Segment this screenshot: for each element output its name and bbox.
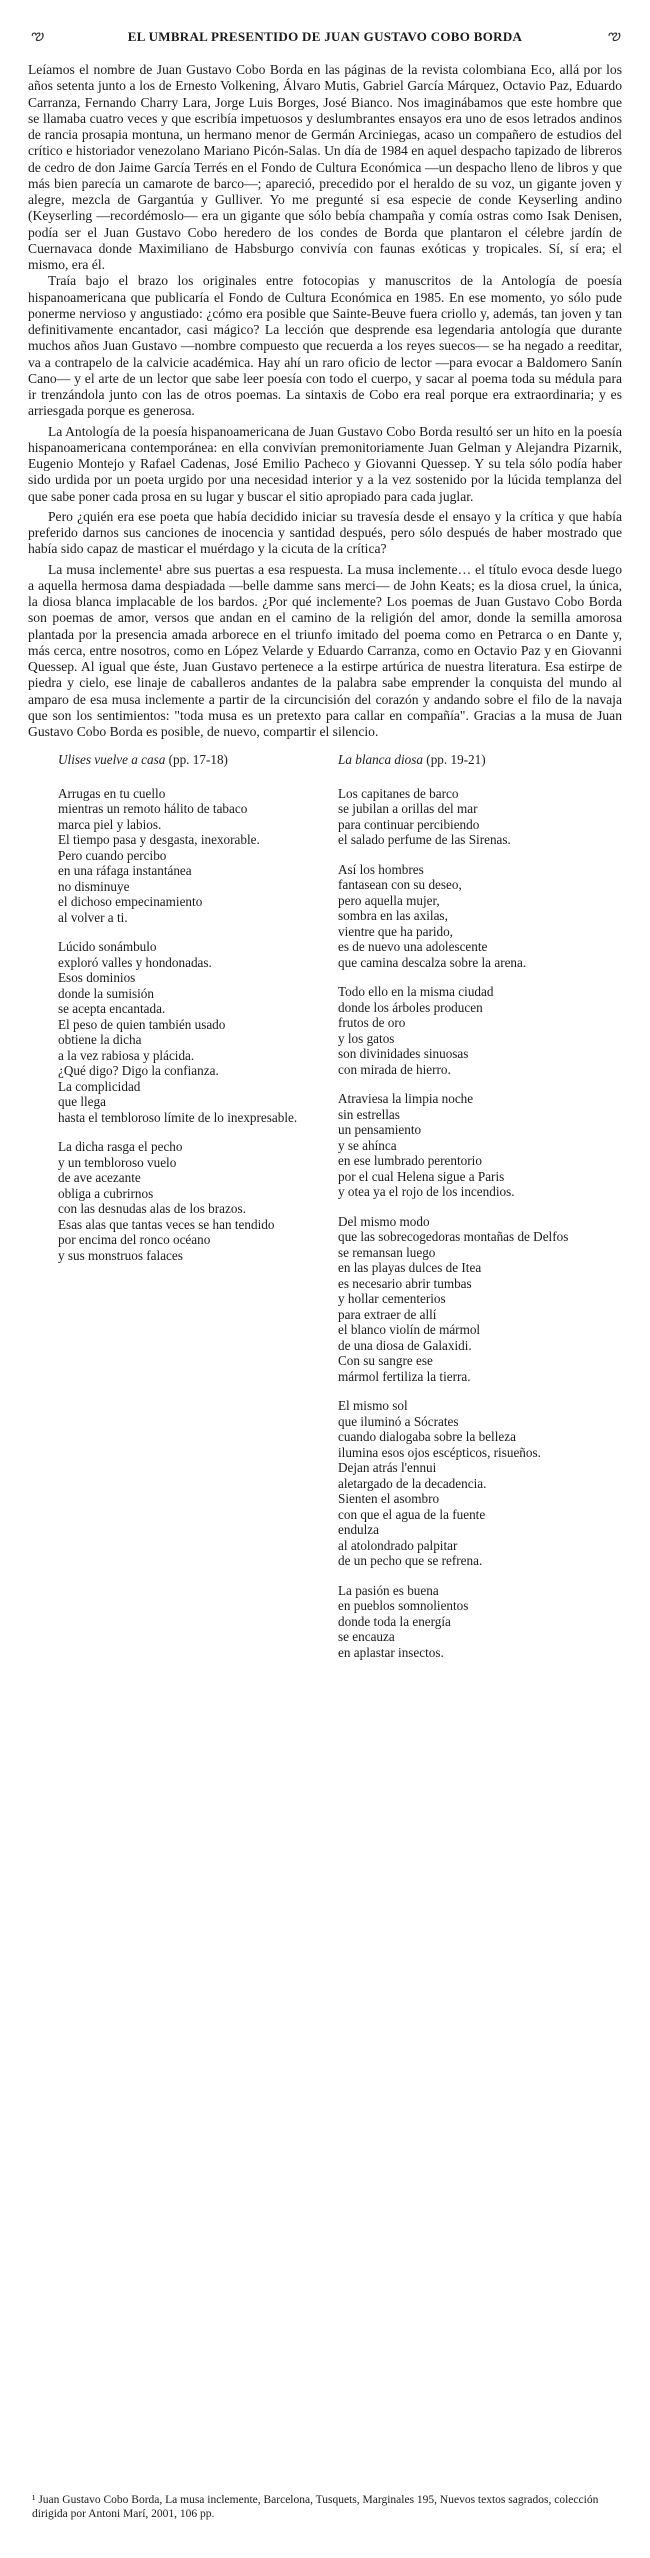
poem-right-line: sombra en las axilas, xyxy=(338,908,448,923)
poem-left-line: se acepta encantada. xyxy=(58,1001,166,1016)
poem-left-line: mientras un remoto hálito de tabaco xyxy=(58,801,248,816)
poem-left-line: no disminuye xyxy=(58,878,130,894)
poem-left-line: Arrugas en tu cuello xyxy=(58,785,166,801)
poem-right-stanza xyxy=(338,1214,638,1385)
poem-right-line: con que el agua de la fuente xyxy=(338,1506,486,1522)
poem-left-line: con las desnudas alas de los brazos. xyxy=(58,1201,246,1216)
footnote-mark: ¹ xyxy=(32,2494,36,2506)
poem-left-title: Ulises vuelve a casa xyxy=(58,752,166,767)
poem-right-stanza xyxy=(338,1398,638,1569)
poem-right-line: mármol fertiliza la tierra. xyxy=(338,1368,471,1384)
poem-right-line: Los capitanes de barco xyxy=(338,785,459,801)
poem-left-line: y un tembloroso vuelo xyxy=(58,1154,177,1170)
paragraph-3: La Antología de la poesía hispanoamericana de Juan Gustavo Cobo Borda resultó ser un hito en la poesía hispanoamericana contemporánea: en ella convivían premonitoriamente Juan Gelman y Alejandra Pizarnik, Eugenio Montejo y Rafael Cadenas, José Emilio Pacheco y Giovanni Quessep. Y su tela sólo podía haber sido urdida por un poeta urgido por una necesidad interior y a la vez sostenido por la lúcida templanza del que sabe poner cada prosa en su lugar y buscar el sitio apropiado para cada juglar. xyxy=(28,423,622,504)
poem-left-line: La complicidad xyxy=(58,1078,141,1094)
poem-right-line: un pensamiento xyxy=(338,1122,422,1137)
poem-right-line: La pasión es buena xyxy=(338,1582,439,1598)
poem-left-line: La dicha rasga el pecho xyxy=(58,1139,183,1154)
poem-right-line: El mismo sol xyxy=(338,1398,408,1413)
poem-left-line: el dichoso empecinamiento xyxy=(58,894,203,909)
poem-left-line: marca piel y labios. xyxy=(58,816,162,832)
poem-right-line: que las sobrecogedoras montañas de Delfos xyxy=(338,1229,569,1244)
poem-right-line: con mirada de hierro. xyxy=(338,1061,451,1077)
poem-left xyxy=(58,752,333,1277)
poem-left-line: El peso de quien también usado xyxy=(58,1016,226,1032)
running-header xyxy=(30,22,620,52)
poem-right-line: el salado perfume de las Sirenas. xyxy=(338,832,511,847)
essay-body xyxy=(28,62,622,740)
poem-right-line: Sienten el asombro xyxy=(338,1491,440,1506)
paragraph-2: Traía bajo el brazo los originales entre fotocopias y manuscritos de la Antología de poesía hispanoamericana que publicaría el Fondo de Cultura Económica en 1985. En ese momento, yo sólo pude ponerme nervioso y angustiado: ¿cómo era posible que Sainte-Beuve fuera criollo y, además, tan joven y tan definitivamente encantador, casi mágico? La lección que desprende esa legendaria antología que durante muchos años Juan Gustavo —nombre compuesto que recuerda a los reyes suecos— se ha negado a reeditar, va a contrapelo de la calvicie académica. Hay ahí un raro oficio de lector —para evocar a Baldomero Sanín Cano— y el arte de un lector que sabe leer poesía con todo el cuerpo, y sacar al poema toda su médula para ir trenzándola junto con las de otros poemas. La sintaxis de Cobo era real porque era extraordinaria; y es arriesgada porque es generosa. xyxy=(28,273,622,419)
poem-left-pages: (pp. 17-18) xyxy=(168,752,228,767)
poem-right-line: y se ahínca xyxy=(338,1137,397,1153)
poem-right-line: al atolondrado palpitar xyxy=(338,1537,458,1553)
poem-left-line: por encima del ronco océano xyxy=(58,1232,211,1247)
poem-right-line: para extraer de allí xyxy=(338,1306,437,1322)
poem-right-line: se encauza xyxy=(338,1629,395,1644)
poem-right-line: en ese lumbrado perentorio xyxy=(338,1153,482,1168)
poem-right-line: cuando dialogaba sobre la belleza xyxy=(338,1429,516,1444)
poem-right-line: y otea ya el rojo de los incendios. xyxy=(338,1184,515,1199)
poem-left-line: y sus monstruos falaces xyxy=(58,1247,183,1263)
page-title: EL UMBRAL PRESENTIDO DE JUAN GUSTAVO COBO BORDA xyxy=(127,29,523,44)
poem-right-line: vientre que ha parido, xyxy=(338,923,453,939)
poem-right-title: La blanca diosa xyxy=(338,752,423,767)
poem-right-stanza xyxy=(338,984,638,1077)
poem-right-line: frutos de oro xyxy=(338,1015,406,1030)
poem-left-line: obtiene la dicha xyxy=(58,1032,142,1047)
poem-left-stanza xyxy=(58,1139,333,1263)
poem-left-line: ¿Qué digo? Digo la confianza. xyxy=(58,1063,219,1078)
poem-right-line: de una diosa de Galaxidi. xyxy=(338,1337,472,1353)
poem-right-line: de un pecho que se refrena. xyxy=(338,1553,483,1568)
poem-left-stanza xyxy=(58,939,333,1125)
poem-right-stanza xyxy=(338,786,638,848)
poem-right-heading xyxy=(338,752,638,768)
poem-right-line: y hollar cementerios xyxy=(338,1291,446,1306)
poem-left-line: Esos dominios xyxy=(58,970,136,985)
poem-right-line: fantasean con su deseo, xyxy=(338,877,462,892)
poem-right-line: es necesario abrir tumbas xyxy=(338,1275,472,1291)
poem-right-line: se jubilan a orillas del mar xyxy=(338,801,478,816)
poem-right-pages: (pp. 19-21) xyxy=(426,752,486,767)
poem-right-stanza xyxy=(338,1583,638,1661)
poem-right-line: Con su sangre ese xyxy=(338,1353,433,1368)
poem-right-line: el blanco violín de mármol xyxy=(338,1322,481,1337)
poem-right-line: en pueblos somnolientos xyxy=(338,1598,469,1613)
poem-right-line: se remansan luego xyxy=(338,1244,436,1260)
poem-left-line: exploró valles y hondonadas. xyxy=(58,954,212,970)
poem-left-line: de ave acezante xyxy=(58,1170,141,1185)
poem-left-stanza xyxy=(58,786,333,926)
poem-right-line: que camina descalza sobre la arena. xyxy=(338,954,527,970)
poem-left-line: Esas alas que tantas veces se han tendido xyxy=(58,1216,275,1232)
poem-right-line: Así los hombres xyxy=(338,861,424,877)
poem-left-heading xyxy=(58,752,333,768)
poem-left-line: obliga a cubrirnos xyxy=(58,1185,154,1201)
poem-right-line: endulza xyxy=(338,1522,380,1537)
poem-right-line: es de nuevo una adolescente xyxy=(338,939,488,954)
poem-right-line: por el cual Helena sigue a Paris xyxy=(338,1168,505,1184)
poem-right-line: Atraviesa la limpia noche xyxy=(338,1091,474,1106)
poem-left-line: en una ráfaga instantánea xyxy=(58,863,192,878)
poem-left-line: al volver a ti. xyxy=(58,909,128,925)
poem-left-line: Pero cuando percibo xyxy=(58,847,167,863)
poem-right-line: donde toda la energía xyxy=(338,1613,451,1629)
poem-right-line: Todo ello en la misma ciudad xyxy=(338,984,494,999)
poem-right-line: en las playas dulces de Itea xyxy=(338,1260,482,1275)
poem-right-line: aletargado de la decadencia. xyxy=(338,1475,487,1491)
poem-left-line: donde la sumisión xyxy=(58,985,154,1001)
poem-right-line: ilumina esos ojos escépticos, risueños. xyxy=(338,1444,541,1460)
poem-right-line: Del mismo modo xyxy=(338,1213,430,1229)
poem-right-stanza xyxy=(338,862,638,971)
poem-left-line: Lúcido sonámbulo xyxy=(58,939,157,954)
poem-right-line: y los gatos xyxy=(338,1030,395,1046)
footnote xyxy=(32,2493,622,2521)
poem-right-line: pero aquella mujer, xyxy=(338,892,440,908)
ornament-right-icon: ఌ xyxy=(606,26,620,44)
paragraph-4: Pero ¿quién era ese poeta que había decidido iniciar su travesía desde el ensayo y la crítica y que había preferido darnos sus canciones de inocencia y santidad después, pero sólo después de haber mostrado que había sido capaz de masticar el muérdago y la cicuta de la crítica? xyxy=(28,508,622,557)
poem-left-line: hasta el tembloroso límite de lo inexpresable. xyxy=(58,1109,298,1125)
paragraph-1: Leíamos el nombre de Juan Gustavo Cobo Borda en las páginas de la revista colombiana Eco, allá por los años setenta junto a los de Ernesto Volkening, Álvaro Mutis, Gabriel García Márquez, Octavio Paz, Eduardo Carranza, Fernando Charry Lara, Jorge Luis Borges, José Bianco. Nos imaginábamos que este hombre que se llamaba cuatro veces y que escribía impetuosos y deslumbrantes ensayos era uno de esos letrados andinos de rancia prosapia montuna, un hermano menor de Germán Arciniegas, acaso un compañero de estudios del crítico e historiador venezolano Mariano Picón-Salas. Un día de 1984 en aquel despacho tapizado de libreros de cedro de don Jaime García Terrés en el Fondo de Cultura Económica —un despacho lleno de libros y que más bien parecía un camarote de barco—; apareció, precedido por el heraldo de su voz, un gigante joven y alegre, mezcla de Gargantúa y Gulliver. Yo me pregunté si esa especie de conde Keyserling andino (Keyserling —recordémoslo— era un gigante que sólo bebía champaña y comía ostras como Isak Denisen, podía ser el Juan Gustavo Cobo heredero de los condes de Borda que plantaron el célebre jardín de Cuernavaca donde Maximiliano de Habsburgo convivía con faunas exóticas y tropicales. Sí, sí era; el mismo, era él. xyxy=(28,62,622,272)
poem-left-line: a la vez rabiosa y plácida. xyxy=(58,1047,195,1063)
poem-right-line: donde los árboles producen xyxy=(338,999,483,1015)
poem-right-line: para continuar percibiendo xyxy=(338,816,480,832)
poem-right-line: en aplastar insectos. xyxy=(338,1644,444,1660)
poem-right-line: que iluminó a Sócrates xyxy=(338,1413,459,1429)
poem-right-line: Dejan atrás l'ennui xyxy=(338,1460,437,1475)
poem-right-stanza xyxy=(338,1091,638,1200)
poem-right-line: son divinidades sinuosas xyxy=(338,1046,469,1061)
poem-left-line: El tiempo pasa y desgasta, inexorable. xyxy=(58,832,260,847)
paragraph-5: La musa inclemente¹ abre sus puertas a esa respuesta. La musa inclemente… el título evoca desde luego a aquella hermosa dama despiadada —belle damme sans merci— de John Keats; es la diosa cruel, la única, la diosa blanca implacable de los bardos. ¿Por qué inclemente? Los poemas de Juan Gustavo Cobo Borda son poemas de amor, versos que andan en el camino de la religión del amor, donde la semilla amorosa plantada por la presencia amada arborece en el triunfo imitado del poema como en Petrarca o en Dante y, más cerca, entre nosotros, como en López Velarde y Eduardo Carranza, como en Octavio Paz y en Giovanni Quessep. Al igual que éste, Juan Gustavo pertenece a la estirpe artúrica de nuestra literatura. Esa estirpe de piedra y cielo, ese linaje de caballeros andantes de la palabra sabe emprender la conquista del mundo al amparo de esa musa inclemente a partir de la circuncisión del corazón y andando sobre el filo de la navaja que son los sentimientos: "toda musa es un pretexto para callar en compañía". Gracias a la musa de Juan Gustavo Cobo Borda es posible, de nuevo, compartir el silencio. xyxy=(28,561,622,739)
poem-left-line: que llega xyxy=(58,1094,106,1109)
poem-right-line: sin estrellas xyxy=(338,1106,400,1122)
footnote-text: Juan Gustavo Cobo Borda, La musa inclemente, Barcelona, Tusquets, Marginales 195, Nuevos textos sagrados, colección dirigida por Antoni Marí, 2001, 106 pp. xyxy=(32,2494,599,2520)
ornament-left-icon: ఌ xyxy=(30,26,44,44)
poem-right xyxy=(338,752,638,1674)
